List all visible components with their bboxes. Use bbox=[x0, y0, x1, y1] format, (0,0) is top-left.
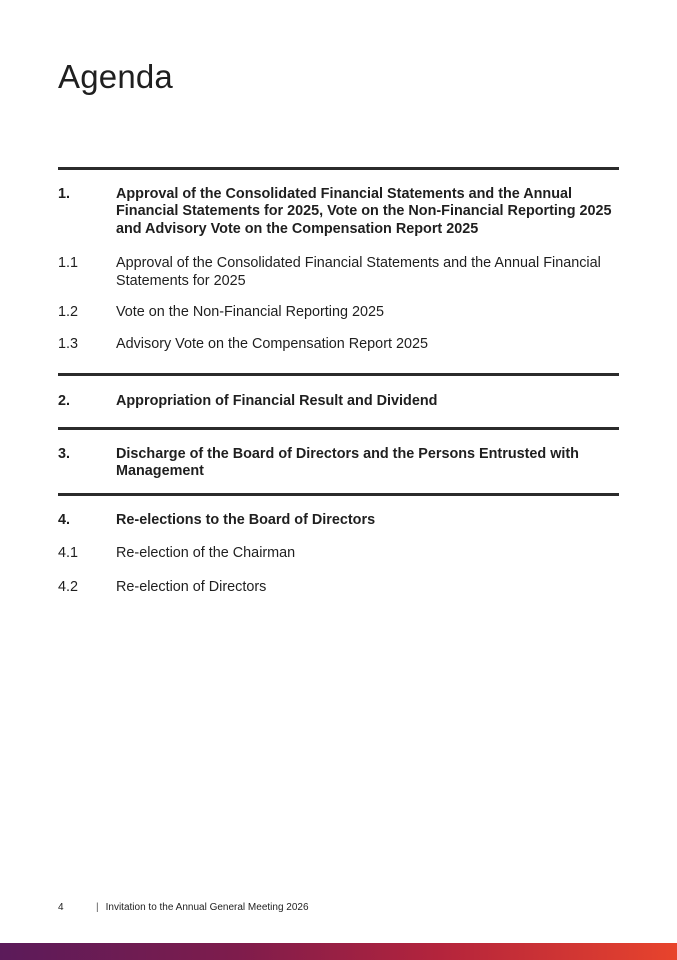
page-title: Agenda bbox=[58, 58, 173, 95]
agenda-item-4-2 bbox=[58, 579, 619, 597]
agenda-item-number: 1.2 bbox=[58, 304, 79, 320]
agenda-item-number: 4.1 bbox=[58, 545, 79, 561]
agenda-item-text: Appropriation of Financial Result and Dividend bbox=[116, 393, 438, 409]
agenda-item-number: 1. bbox=[58, 186, 71, 202]
section-divider bbox=[58, 427, 619, 430]
brand-gradient-bar bbox=[0, 943, 677, 960]
page-footer bbox=[58, 902, 309, 913]
agenda-item-2 bbox=[58, 393, 619, 410]
agenda-item-1-2 bbox=[58, 304, 619, 322]
agenda-item-4 bbox=[58, 512, 619, 529]
agenda-item-number: 4. bbox=[58, 512, 71, 528]
agenda-item-text: Approval of the Consolidated Financial Statements and the Annual Financial Statements for 2025, Vote on the Non-Financial Reporting 2025 and Advisory Vote on the Compensation Report 2025 bbox=[116, 186, 612, 237]
section-divider bbox=[58, 167, 619, 170]
agenda-item-number: 2. bbox=[58, 393, 71, 409]
agenda-item-text: Discharge of the Board of Directors and the Persons Entrusted with Management bbox=[116, 446, 579, 480]
agenda-item-1 bbox=[58, 186, 619, 238]
section-divider bbox=[58, 493, 619, 496]
agenda-item-text: Vote on the Non-Financial Reporting 2025 bbox=[116, 304, 385, 320]
agenda-item-text: Advisory Vote on the Compensation Report 2025 bbox=[116, 336, 428, 352]
agenda-item-4-1 bbox=[58, 545, 619, 563]
section-divider bbox=[58, 373, 619, 376]
agenda-item-1-1 bbox=[58, 255, 619, 290]
agenda-item-text: Re-election of the Chairman bbox=[116, 545, 296, 561]
agenda-item-number: 1.3 bbox=[58, 336, 79, 352]
agenda-item-text: Re-election of Directors bbox=[116, 579, 267, 595]
agenda-item-number: 1.1 bbox=[58, 255, 79, 271]
agenda-item-number: 4.2 bbox=[58, 579, 79, 595]
agenda-item-text: Re-elections to the Board of Directors bbox=[116, 512, 376, 528]
agenda-item-number: 3. bbox=[58, 446, 71, 462]
footer-separator: | bbox=[96, 902, 99, 913]
page-number: 4 bbox=[58, 902, 64, 913]
footer-document-title: Invitation to the Annual General Meeting 2026 bbox=[105, 902, 309, 913]
agenda-item-3 bbox=[58, 446, 619, 481]
agenda-item-text: Approval of the Consolidated Financial Statements and the Annual Financial Statements for 2025 bbox=[116, 255, 601, 289]
agenda-item-1-3 bbox=[58, 336, 619, 354]
